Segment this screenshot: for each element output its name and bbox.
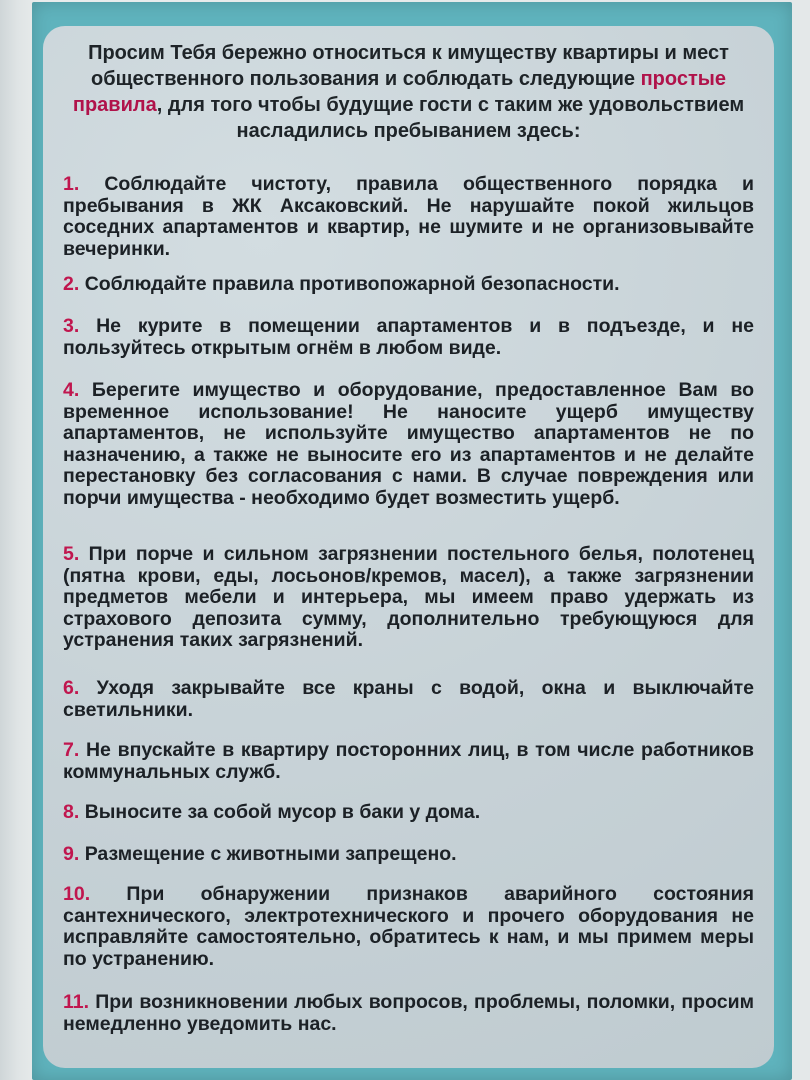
rule-number: 1.	[63, 173, 80, 195]
rule-item	[63, 316, 754, 359]
rule-number: 8.	[63, 801, 80, 823]
rule-text: Уходя закрывайте все краны с водой, окна и выключайте светильники.	[63, 677, 754, 721]
rule-text: Берегите имущество и оборудование, предоставленное Вам во временное использование! Не наносите ущерб имуществу апартаментов, не используйте имущество апартаментов не по назначению, а также не выносите его из апартаментов и не делайте перестановку без согласования с нами. В случае повреждения или порчи имущества - необходимо будет возместить ущерб.	[63, 379, 755, 509]
rule-item	[63, 678, 754, 721]
rule-number: 7.	[63, 739, 80, 761]
rule-text: Соблюдайте чистоту, правила общественного порядка и пребывания в ЖК Аксаковский. Не нарушайте покой жильцов соседних апартаментов и квартир, не шумите и не организовывайте вечеринки.	[63, 173, 754, 260]
rule-item	[63, 544, 754, 652]
rule-text: Не впускайте в квартиру посторонних лиц, в том числе работников коммунальных служб.	[63, 739, 754, 783]
rule-item	[63, 844, 754, 866]
rule-item	[63, 992, 754, 1035]
rule-number: 3.	[63, 315, 80, 337]
rule-text: Выносите за собой мусор в баки у дома.	[84, 801, 481, 823]
rule-number: 10.	[63, 883, 91, 905]
rule-number: 6.	[63, 677, 80, 699]
rule-number: 2.	[63, 273, 80, 295]
rule-item	[63, 802, 754, 824]
rule-item	[63, 174, 754, 260]
rule-item	[63, 884, 754, 970]
rule-text: При возникновении любых вопросов, проблемы, поломки, просим немедленно уведомить нас.	[63, 991, 754, 1035]
rule-number: 5.	[63, 543, 80, 565]
rule-text: Соблюдайте правила противопожарной безопасности.	[84, 273, 620, 295]
rule-number: 4.	[63, 379, 80, 401]
intro-after: , для того чтобы будущие гости с таким же удовольствием насладились пребыванием здесь:	[156, 94, 745, 142]
rule-number: 9.	[63, 843, 80, 865]
rule-text: При обнаружении признаков аварийного состояния сантехнического, электротехнического и прочего оборудования не исправляйте самостоятельно, обратитесь к нам, и мы примем меры по устранению.	[63, 883, 754, 970]
rule-item	[63, 274, 754, 296]
rule-number: 11.	[63, 991, 90, 1013]
intro-text	[63, 40, 754, 144]
rule-text: Не курите в помещении апартаментов и в подъезде, и не пользуйтесь открытым огнём в любом виде.	[63, 315, 754, 359]
rule-item	[63, 380, 754, 509]
rule-text: Размещение с животными запрещено.	[84, 843, 457, 865]
intro-accent: простые правила	[72, 68, 726, 116]
intro-before: Просим Тебя бережно относиться к имуществу квартиры и мест общественного пользования и соблюдать следующие	[88, 42, 729, 90]
rule-text: При порче и сильном загрязнении постельного белья, полотенец (пятна крови, еды, лосьонов/кремов, масел), а также загрязнении предметов мебели и интерьера, мы имеем право удержать из страхового депозита сумму, дополнительно требующуюся для устранения таких загрязнений.	[63, 543, 755, 651]
rules-notice-panel	[43, 26, 774, 1068]
rule-item	[63, 740, 754, 783]
